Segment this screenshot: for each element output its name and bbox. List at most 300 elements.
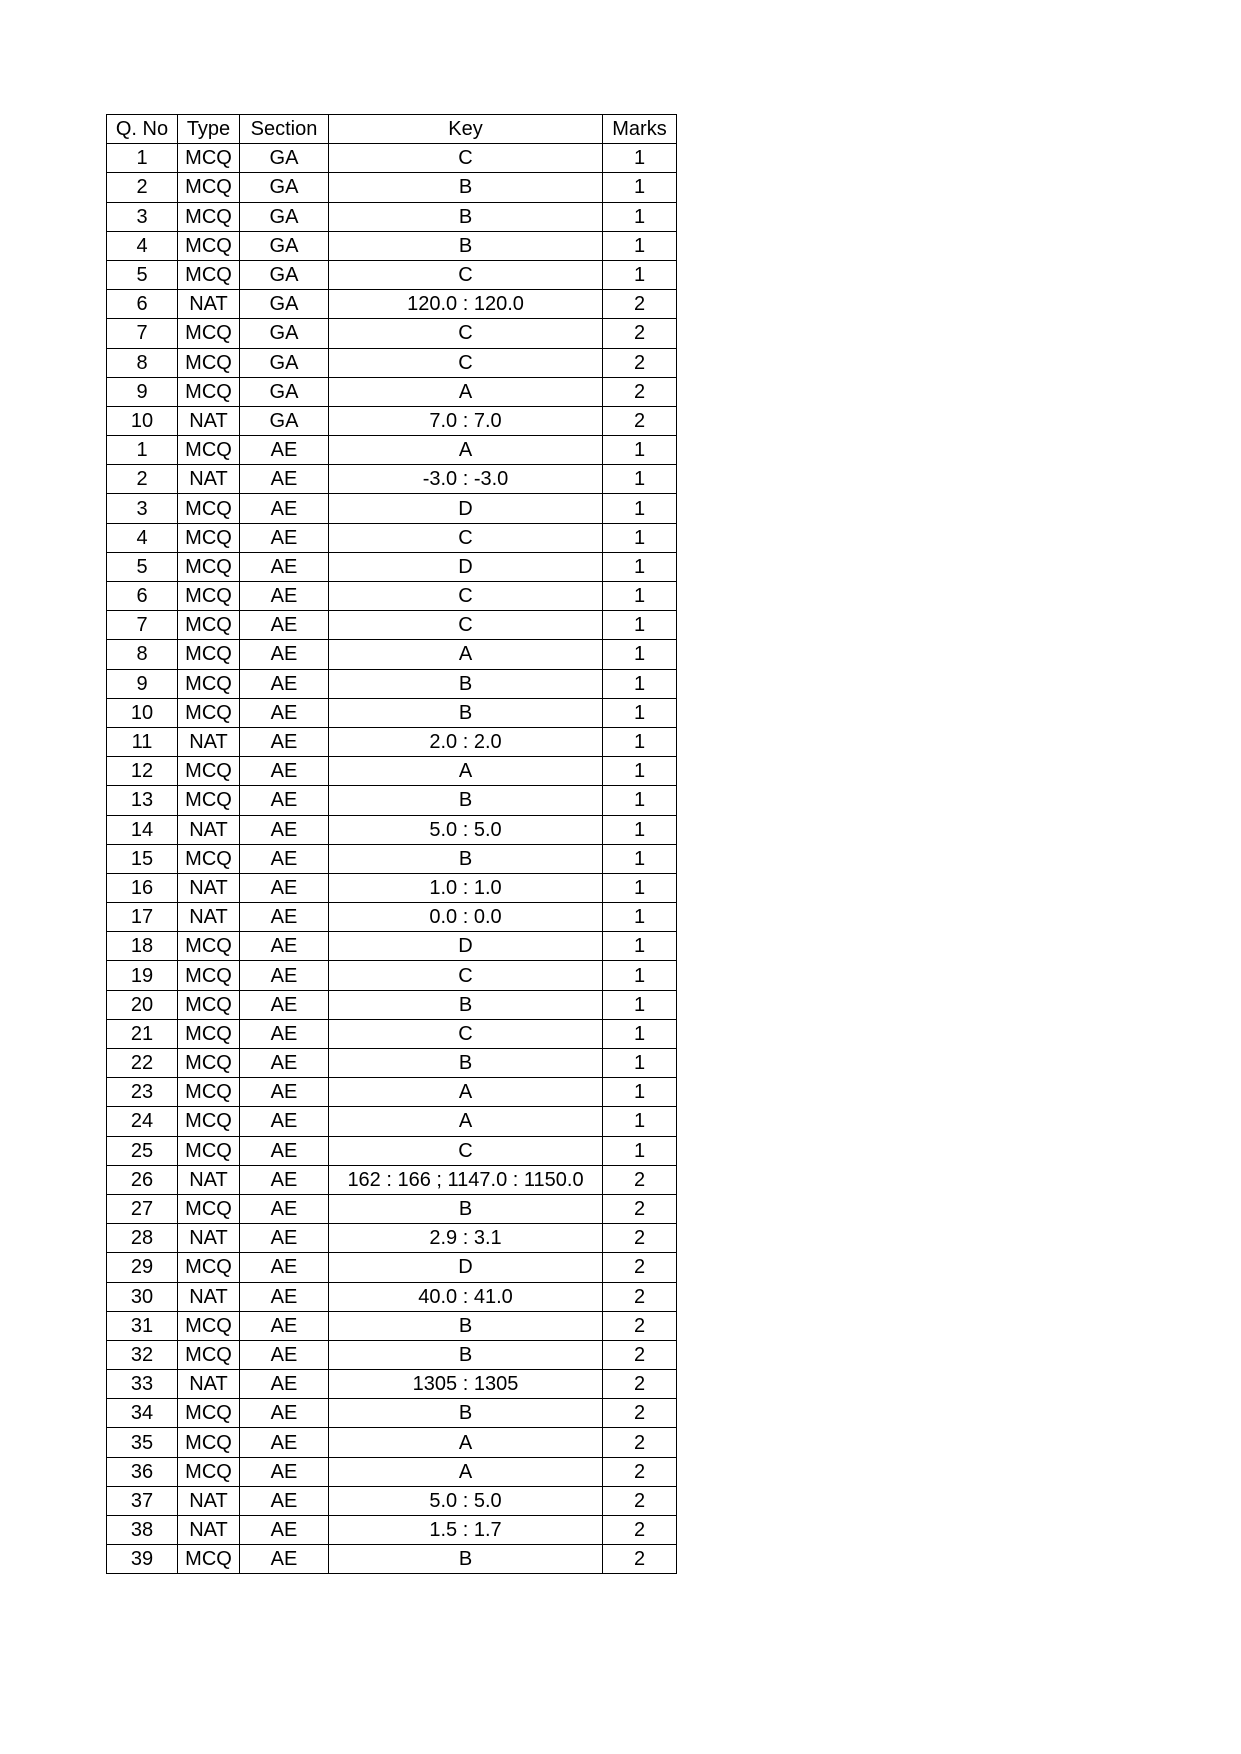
cell-qno: 20 xyxy=(107,990,178,1019)
cell-section: GA xyxy=(240,406,329,435)
table-row xyxy=(107,669,677,698)
table-row xyxy=(107,1165,677,1194)
cell-marks: 1 xyxy=(603,961,677,990)
table-row xyxy=(107,932,677,961)
cell-marks: 2 xyxy=(603,1545,677,1574)
cell-section: GA xyxy=(240,173,329,202)
cell-key: 0.0 : 0.0 xyxy=(329,903,603,932)
table-row xyxy=(107,144,677,173)
cell-section: AE xyxy=(240,1253,329,1282)
cell-qno: 16 xyxy=(107,873,178,902)
cell-marks: 1 xyxy=(603,669,677,698)
cell-marks: 1 xyxy=(603,436,677,465)
cell-qno: 37 xyxy=(107,1486,178,1515)
cell-type: MCQ xyxy=(178,436,240,465)
cell-section: AE xyxy=(240,582,329,611)
cell-marks: 1 xyxy=(603,640,677,669)
cell-section: GA xyxy=(240,260,329,289)
table-row xyxy=(107,173,677,202)
cell-qno: 3 xyxy=(107,494,178,523)
cell-type: MCQ xyxy=(178,1078,240,1107)
cell-qno: 14 xyxy=(107,815,178,844)
cell-key: B xyxy=(329,1049,603,1078)
table-row xyxy=(107,377,677,406)
cell-section: AE xyxy=(240,1224,329,1253)
cell-qno: 31 xyxy=(107,1311,178,1340)
cell-marks: 2 xyxy=(603,348,677,377)
cell-qno: 7 xyxy=(107,319,178,348)
cell-marks: 1 xyxy=(603,144,677,173)
cell-marks: 1 xyxy=(603,465,677,494)
cell-key: B xyxy=(329,1399,603,1428)
cell-section: AE xyxy=(240,1486,329,1515)
cell-type: MCQ xyxy=(178,1253,240,1282)
cell-section: AE xyxy=(240,961,329,990)
cell-qno: 2 xyxy=(107,465,178,494)
cell-marks: 2 xyxy=(603,1370,677,1399)
cell-qno: 23 xyxy=(107,1078,178,1107)
cell-type: MCQ xyxy=(178,1457,240,1486)
cell-qno: 27 xyxy=(107,1194,178,1223)
table-row xyxy=(107,406,677,435)
cell-key: B xyxy=(329,1194,603,1223)
cell-marks: 2 xyxy=(603,1516,677,1545)
cell-type: MCQ xyxy=(178,231,240,260)
cell-marks: 1 xyxy=(603,611,677,640)
cell-key: D xyxy=(329,932,603,961)
cell-section: AE xyxy=(240,1428,329,1457)
cell-type: NAT xyxy=(178,815,240,844)
cell-qno: 24 xyxy=(107,1107,178,1136)
cell-key: B xyxy=(329,990,603,1019)
table-row xyxy=(107,698,677,727)
table-row xyxy=(107,757,677,786)
cell-qno: 4 xyxy=(107,523,178,552)
column-header-type: Type xyxy=(178,115,240,144)
cell-type: MCQ xyxy=(178,173,240,202)
cell-key: A xyxy=(329,1428,603,1457)
cell-key: 1.5 : 1.7 xyxy=(329,1516,603,1545)
table-row xyxy=(107,260,677,289)
cell-key: C xyxy=(329,144,603,173)
cell-key: C xyxy=(329,611,603,640)
table-row xyxy=(107,1399,677,1428)
cell-type: MCQ xyxy=(178,1019,240,1048)
cell-marks: 2 xyxy=(603,406,677,435)
cell-qno: 28 xyxy=(107,1224,178,1253)
cell-marks: 1 xyxy=(603,844,677,873)
table-row xyxy=(107,465,677,494)
cell-marks: 1 xyxy=(603,260,677,289)
cell-key: 40.0 : 41.0 xyxy=(329,1282,603,1311)
table-row xyxy=(107,231,677,260)
table-row xyxy=(107,990,677,1019)
table-row xyxy=(107,1078,677,1107)
cell-key: C xyxy=(329,348,603,377)
cell-qno: 17 xyxy=(107,903,178,932)
cell-type: MCQ xyxy=(178,1049,240,1078)
cell-qno: 4 xyxy=(107,231,178,260)
cell-type: MCQ xyxy=(178,1136,240,1165)
table-row xyxy=(107,1311,677,1340)
cell-type: MCQ xyxy=(178,348,240,377)
table-row xyxy=(107,844,677,873)
cell-key: A xyxy=(329,1078,603,1107)
cell-type: MCQ xyxy=(178,1428,240,1457)
cell-marks: 1 xyxy=(603,1049,677,1078)
cell-qno: 33 xyxy=(107,1370,178,1399)
cell-key: A xyxy=(329,640,603,669)
table-row xyxy=(107,727,677,756)
cell-type: MCQ xyxy=(178,844,240,873)
table-row xyxy=(107,1282,677,1311)
cell-type: MCQ xyxy=(178,582,240,611)
cell-type: MCQ xyxy=(178,1545,240,1574)
cell-type: MCQ xyxy=(178,260,240,289)
cell-type: MCQ xyxy=(178,757,240,786)
cell-qno: 35 xyxy=(107,1428,178,1457)
cell-type: MCQ xyxy=(178,961,240,990)
cell-type: MCQ xyxy=(178,202,240,231)
cell-marks: 2 xyxy=(603,319,677,348)
cell-qno: 30 xyxy=(107,1282,178,1311)
table-row xyxy=(107,1224,677,1253)
cell-marks: 2 xyxy=(603,1340,677,1369)
cell-section: AE xyxy=(240,844,329,873)
cell-type: MCQ xyxy=(178,1194,240,1223)
cell-section: AE xyxy=(240,552,329,581)
column-header-key: Key xyxy=(329,115,603,144)
cell-key: 120.0 : 120.0 xyxy=(329,290,603,319)
cell-qno: 21 xyxy=(107,1019,178,1048)
table-row xyxy=(107,903,677,932)
cell-key: A xyxy=(329,1457,603,1486)
cell-key: 7.0 : 7.0 xyxy=(329,406,603,435)
table-row xyxy=(107,1428,677,1457)
table-row xyxy=(107,523,677,552)
cell-marks: 1 xyxy=(603,552,677,581)
cell-marks: 2 xyxy=(603,290,677,319)
cell-key: 5.0 : 5.0 xyxy=(329,1486,603,1515)
cell-section: AE xyxy=(240,1457,329,1486)
cell-marks: 1 xyxy=(603,727,677,756)
cell-type: MCQ xyxy=(178,377,240,406)
cell-section: AE xyxy=(240,1282,329,1311)
table-row xyxy=(107,815,677,844)
cell-type: NAT xyxy=(178,903,240,932)
table-row xyxy=(107,1370,677,1399)
table-row xyxy=(107,552,677,581)
cell-marks: 1 xyxy=(603,582,677,611)
cell-key: A xyxy=(329,757,603,786)
cell-qno: 10 xyxy=(107,698,178,727)
table-row xyxy=(107,202,677,231)
cell-qno: 29 xyxy=(107,1253,178,1282)
cell-key: 1.0 : 1.0 xyxy=(329,873,603,902)
cell-key: C xyxy=(329,319,603,348)
table-row xyxy=(107,640,677,669)
cell-type: NAT xyxy=(178,1165,240,1194)
cell-qno: 38 xyxy=(107,1516,178,1545)
cell-type: MCQ xyxy=(178,1311,240,1340)
cell-qno: 7 xyxy=(107,611,178,640)
cell-type: MCQ xyxy=(178,669,240,698)
cell-section: GA xyxy=(240,290,329,319)
cell-qno: 5 xyxy=(107,552,178,581)
cell-qno: 19 xyxy=(107,961,178,990)
cell-key: C xyxy=(329,260,603,289)
cell-type: NAT xyxy=(178,1224,240,1253)
cell-marks: 2 xyxy=(603,377,677,406)
cell-marks: 1 xyxy=(603,173,677,202)
cell-type: MCQ xyxy=(178,1399,240,1428)
cell-qno: 22 xyxy=(107,1049,178,1078)
cell-key: B xyxy=(329,173,603,202)
cell-qno: 9 xyxy=(107,669,178,698)
cell-section: AE xyxy=(240,465,329,494)
cell-qno: 2 xyxy=(107,173,178,202)
table-row xyxy=(107,1107,677,1136)
cell-key: C xyxy=(329,1136,603,1165)
cell-section: AE xyxy=(240,640,329,669)
cell-marks: 1 xyxy=(603,903,677,932)
cell-section: GA xyxy=(240,231,329,260)
cell-key: C xyxy=(329,582,603,611)
cell-type: MCQ xyxy=(178,494,240,523)
cell-key: B xyxy=(329,844,603,873)
cell-qno: 11 xyxy=(107,727,178,756)
cell-marks: 1 xyxy=(603,698,677,727)
cell-marks: 2 xyxy=(603,1224,677,1253)
cell-type: MCQ xyxy=(178,144,240,173)
cell-section: AE xyxy=(240,786,329,815)
cell-marks: 1 xyxy=(603,1078,677,1107)
table-row xyxy=(107,494,677,523)
cell-qno: 3 xyxy=(107,202,178,231)
cell-qno: 6 xyxy=(107,290,178,319)
cell-section: AE xyxy=(240,1311,329,1340)
cell-marks: 2 xyxy=(603,1165,677,1194)
cell-key: -3.0 : -3.0 xyxy=(329,465,603,494)
cell-qno: 6 xyxy=(107,582,178,611)
cell-section: AE xyxy=(240,494,329,523)
cell-qno: 25 xyxy=(107,1136,178,1165)
cell-section: AE xyxy=(240,698,329,727)
cell-marks: 1 xyxy=(603,494,677,523)
cell-marks: 1 xyxy=(603,873,677,902)
cell-type: MCQ xyxy=(178,611,240,640)
column-header-marks: Marks xyxy=(603,115,677,144)
column-header-section: Section xyxy=(240,115,329,144)
cell-key: 5.0 : 5.0 xyxy=(329,815,603,844)
cell-type: NAT xyxy=(178,406,240,435)
cell-section: AE xyxy=(240,1516,329,1545)
table-header xyxy=(107,115,677,144)
table-row xyxy=(107,1486,677,1515)
cell-section: AE xyxy=(240,1545,329,1574)
cell-qno: 18 xyxy=(107,932,178,961)
cell-section: AE xyxy=(240,903,329,932)
cell-qno: 34 xyxy=(107,1399,178,1428)
table-row xyxy=(107,786,677,815)
cell-type: MCQ xyxy=(178,1340,240,1369)
cell-qno: 1 xyxy=(107,436,178,465)
cell-type: MCQ xyxy=(178,319,240,348)
cell-marks: 1 xyxy=(603,815,677,844)
table-row xyxy=(107,319,677,348)
cell-section: AE xyxy=(240,1340,329,1369)
answer-key-table xyxy=(106,114,677,1574)
cell-type: NAT xyxy=(178,1516,240,1545)
cell-marks: 2 xyxy=(603,1282,677,1311)
cell-section: GA xyxy=(240,319,329,348)
cell-type: NAT xyxy=(178,727,240,756)
cell-type: MCQ xyxy=(178,786,240,815)
cell-marks: 2 xyxy=(603,1457,677,1486)
cell-key: C xyxy=(329,1019,603,1048)
cell-type: MCQ xyxy=(178,1107,240,1136)
cell-marks: 1 xyxy=(603,202,677,231)
cell-section: AE xyxy=(240,815,329,844)
cell-key: D xyxy=(329,552,603,581)
cell-key: B xyxy=(329,1311,603,1340)
cell-qno: 5 xyxy=(107,260,178,289)
cell-section: AE xyxy=(240,1049,329,1078)
cell-qno: 8 xyxy=(107,640,178,669)
table-row xyxy=(107,348,677,377)
cell-qno: 36 xyxy=(107,1457,178,1486)
cell-section: AE xyxy=(240,1019,329,1048)
cell-marks: 1 xyxy=(603,786,677,815)
cell-section: AE xyxy=(240,436,329,465)
cell-key: 1305 : 1305 xyxy=(329,1370,603,1399)
cell-type: NAT xyxy=(178,1486,240,1515)
table-row xyxy=(107,873,677,902)
table-row xyxy=(107,611,677,640)
cell-key: A xyxy=(329,1107,603,1136)
cell-type: NAT xyxy=(178,1370,240,1399)
cell-key: B xyxy=(329,1545,603,1574)
cell-key: B xyxy=(329,231,603,260)
cell-key: A xyxy=(329,377,603,406)
cell-marks: 1 xyxy=(603,1107,677,1136)
table-row xyxy=(107,436,677,465)
table-row xyxy=(107,1136,677,1165)
cell-section: AE xyxy=(240,523,329,552)
cell-section: AE xyxy=(240,1370,329,1399)
cell-qno: 26 xyxy=(107,1165,178,1194)
cell-type: NAT xyxy=(178,873,240,902)
cell-key: B xyxy=(329,786,603,815)
cell-marks: 2 xyxy=(603,1428,677,1457)
cell-key: 162 : 166 ; 1147.0 : 1150.0 xyxy=(329,1165,603,1194)
cell-marks: 2 xyxy=(603,1399,677,1428)
cell-qno: 8 xyxy=(107,348,178,377)
cell-type: MCQ xyxy=(178,698,240,727)
cell-marks: 1 xyxy=(603,1136,677,1165)
cell-key: B xyxy=(329,202,603,231)
cell-key: 2.0 : 2.0 xyxy=(329,727,603,756)
table-row xyxy=(107,290,677,319)
cell-type: NAT xyxy=(178,1282,240,1311)
table-row xyxy=(107,1340,677,1369)
cell-type: NAT xyxy=(178,465,240,494)
cell-key: D xyxy=(329,1253,603,1282)
cell-marks: 2 xyxy=(603,1486,677,1515)
cell-type: MCQ xyxy=(178,932,240,961)
table-row xyxy=(107,961,677,990)
cell-qno: 32 xyxy=(107,1340,178,1369)
cell-marks: 1 xyxy=(603,757,677,786)
cell-key: A xyxy=(329,436,603,465)
cell-section: AE xyxy=(240,932,329,961)
cell-section: AE xyxy=(240,1136,329,1165)
cell-key: B xyxy=(329,698,603,727)
cell-marks: 1 xyxy=(603,523,677,552)
cell-key: B xyxy=(329,1340,603,1369)
cell-section: AE xyxy=(240,1399,329,1428)
cell-section: GA xyxy=(240,144,329,173)
cell-marks: 1 xyxy=(603,1019,677,1048)
cell-type: MCQ xyxy=(178,990,240,1019)
table-row xyxy=(107,1457,677,1486)
cell-key: C xyxy=(329,961,603,990)
cell-section: GA xyxy=(240,377,329,406)
cell-section: AE xyxy=(240,727,329,756)
cell-type: MCQ xyxy=(178,523,240,552)
cell-qno: 1 xyxy=(107,144,178,173)
cell-marks: 2 xyxy=(603,1194,677,1223)
cell-marks: 2 xyxy=(603,1311,677,1340)
cell-type: MCQ xyxy=(178,640,240,669)
cell-section: GA xyxy=(240,348,329,377)
cell-marks: 1 xyxy=(603,990,677,1019)
cell-type: MCQ xyxy=(178,552,240,581)
cell-section: AE xyxy=(240,873,329,902)
cell-key: D xyxy=(329,494,603,523)
cell-section: AE xyxy=(240,669,329,698)
cell-qno: 15 xyxy=(107,844,178,873)
cell-section: AE xyxy=(240,1165,329,1194)
answer-key-sheet xyxy=(106,114,677,1574)
table-row xyxy=(107,1516,677,1545)
table-row xyxy=(107,1253,677,1282)
cell-key: 2.9 : 3.1 xyxy=(329,1224,603,1253)
column-header-qno: Q. No xyxy=(107,115,178,144)
cell-qno: 9 xyxy=(107,377,178,406)
cell-qno: 39 xyxy=(107,1545,178,1574)
cell-section: GA xyxy=(240,202,329,231)
cell-key: B xyxy=(329,669,603,698)
header-row xyxy=(107,115,677,144)
table-row xyxy=(107,582,677,611)
cell-section: AE xyxy=(240,1194,329,1223)
cell-marks: 1 xyxy=(603,231,677,260)
table-row xyxy=(107,1545,677,1574)
table-row xyxy=(107,1019,677,1048)
cell-section: AE xyxy=(240,611,329,640)
cell-marks: 2 xyxy=(603,1253,677,1282)
cell-section: AE xyxy=(240,990,329,1019)
cell-section: AE xyxy=(240,757,329,786)
cell-section: AE xyxy=(240,1078,329,1107)
cell-marks: 1 xyxy=(603,932,677,961)
cell-qno: 10 xyxy=(107,406,178,435)
cell-key: C xyxy=(329,523,603,552)
table-row xyxy=(107,1194,677,1223)
cell-section: AE xyxy=(240,1107,329,1136)
cell-qno: 12 xyxy=(107,757,178,786)
